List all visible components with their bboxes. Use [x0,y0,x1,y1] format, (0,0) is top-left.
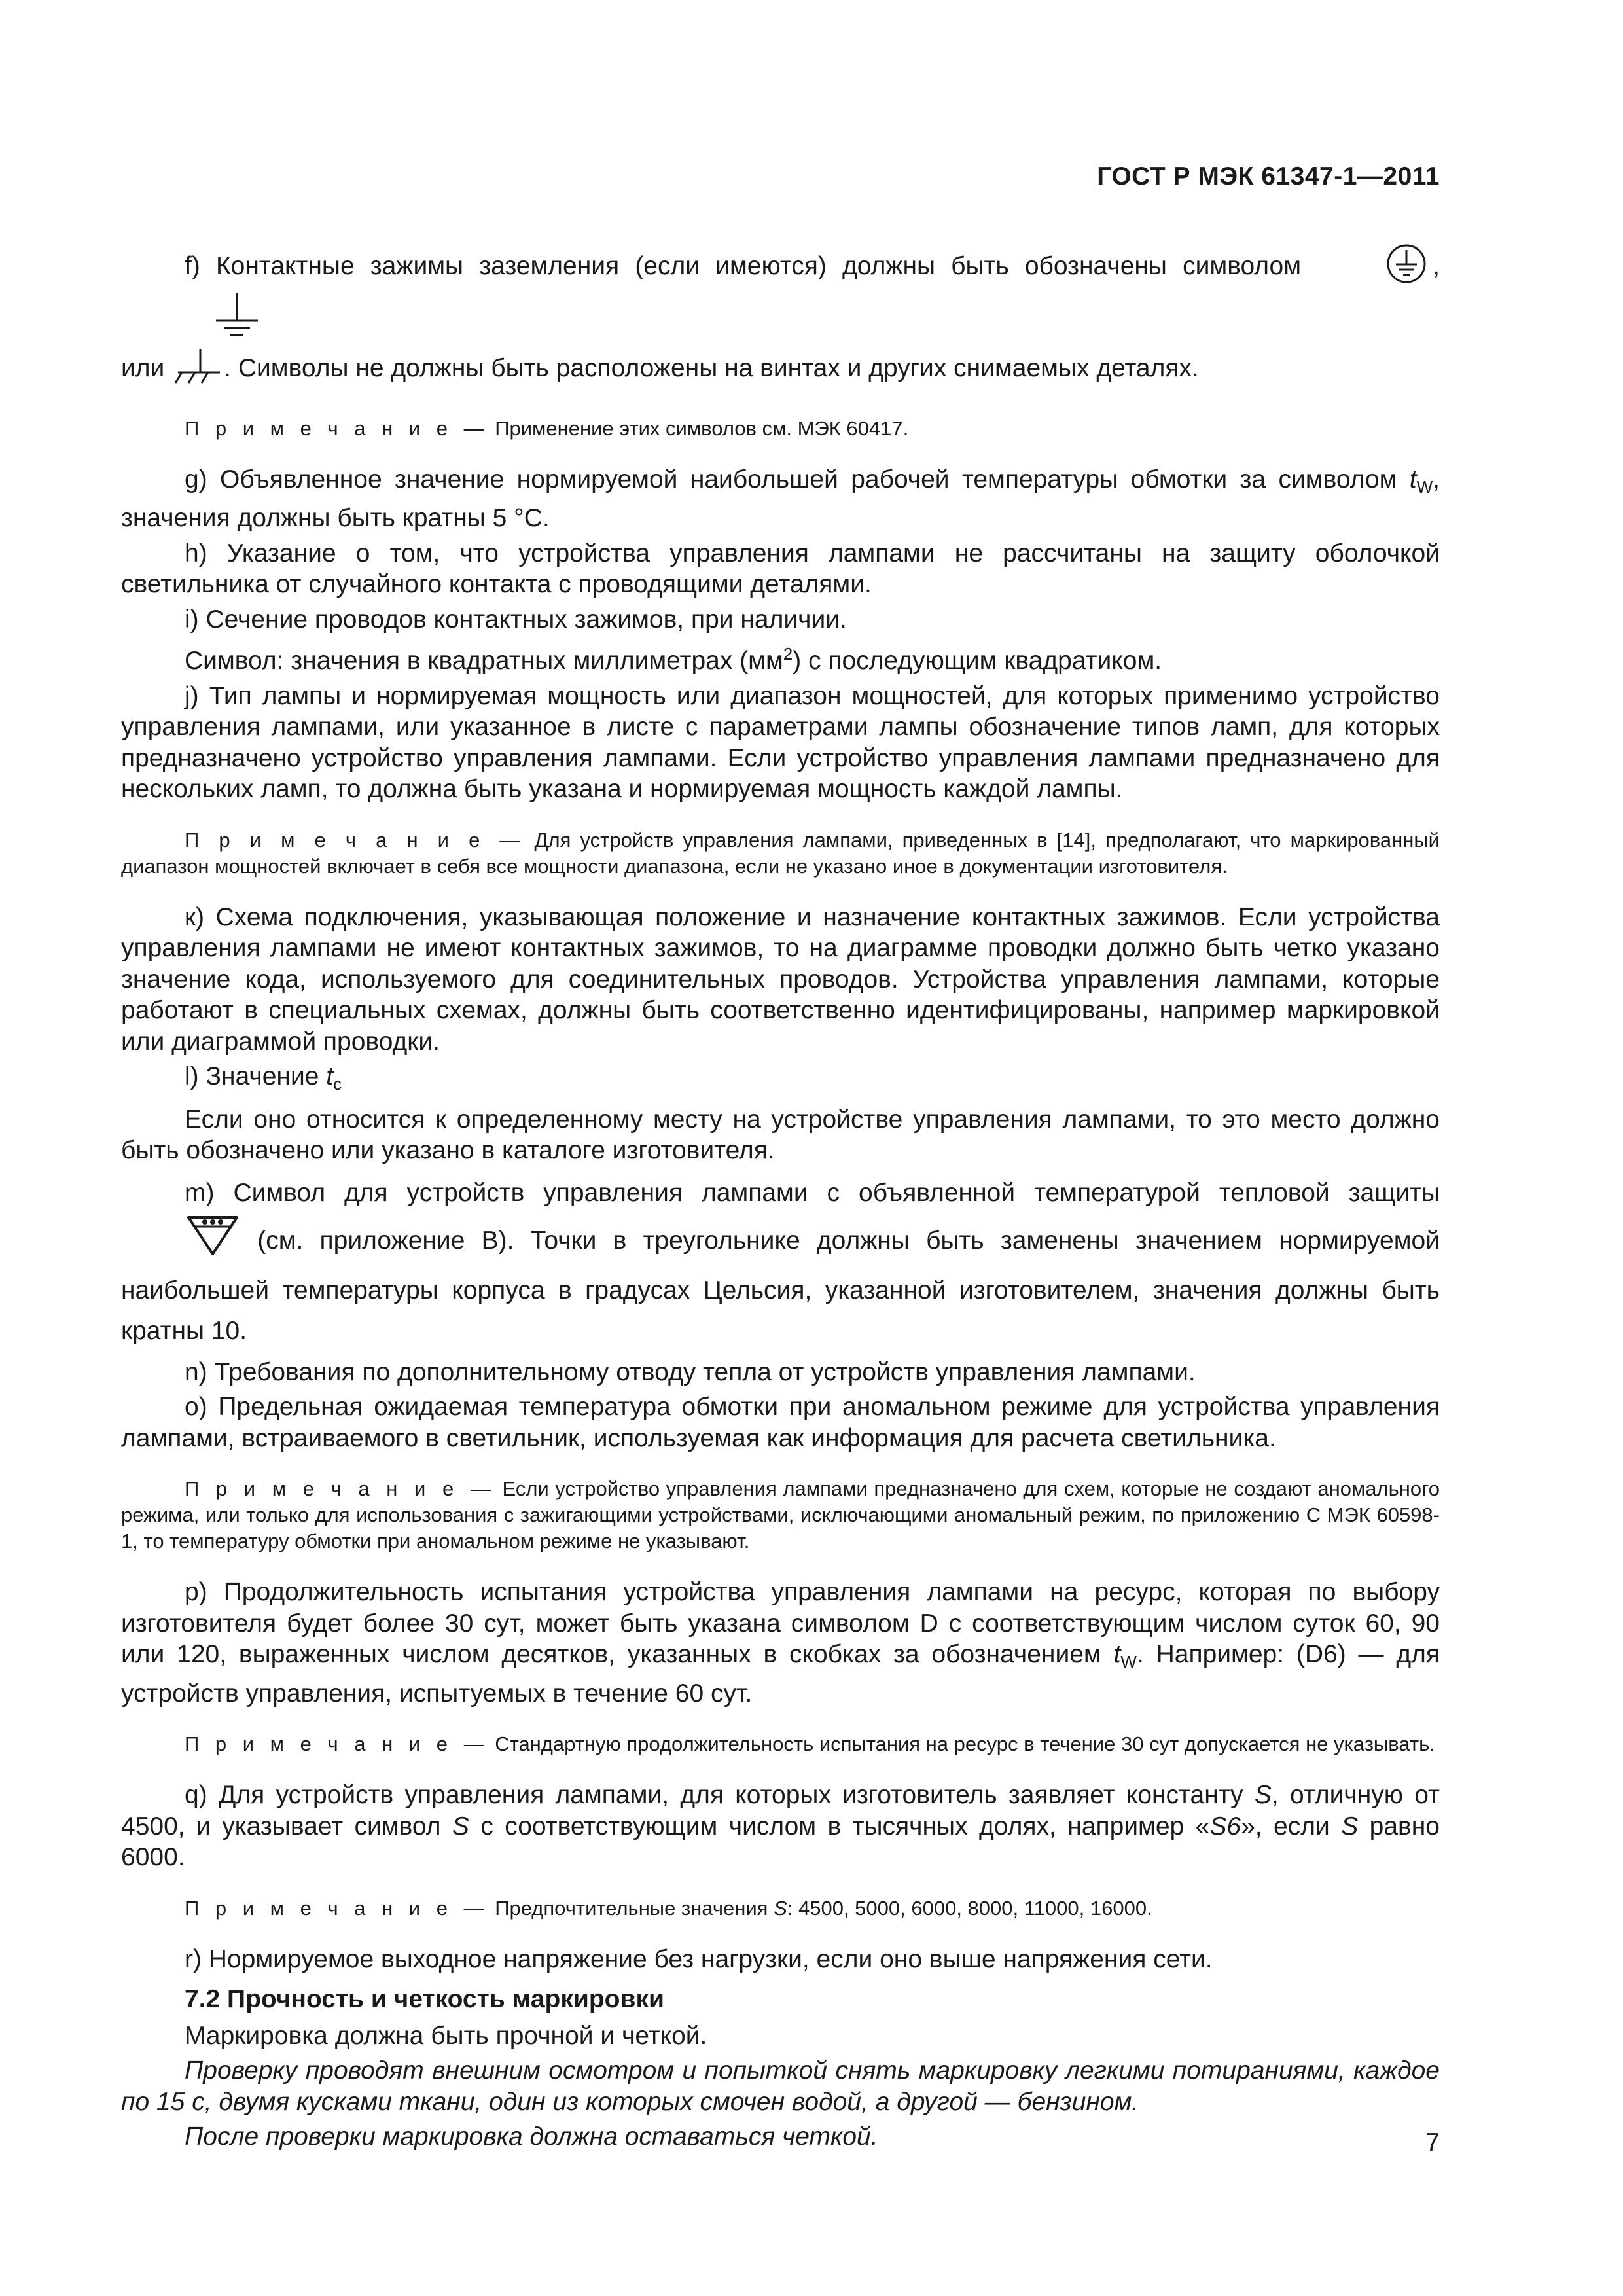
item-i-symbol: Символ: значения в квадратных миллиметрах $(мм^2)$ с последующим квадратиком. [185,644,1162,675]
item-l-continued: Если оно относится к определенному месту на устройстве управления лампами, то это место должно быть обозначено или указано в каталоге изготовителя. [121,1105,1440,1164]
item-h: h) Указание о том, что устройства управления лампами не рассчитаны на защиту оболочкой светильника от случайного контакта с проводящими деталями. [121,539,1440,598]
standard-designation: ГОСТ Р МЭК 61347-1—2011 [1097,162,1440,190]
item-n: n) Требования по дополнительному отводу тепла от устройств управления лампами. [185,1357,1196,1386]
page-number: 7 [1425,2128,1440,2157]
item-f: f) Контактные зажимы заземления (если имеются) должны быть обозначены символом , [121,243,1440,346]
note-2: П р и м е ч а н и е — Для устройств управления лампами, приведенных в [14], предполагают, что маркированный диапазон мощностей включает в себя все мощности диапазона, если не указано иное в документации изготовителя. [121,828,1440,878]
item-r: r) Нормируемое выходное напряжение без нагрузки, если оно выше напряжения сети. [185,1945,1213,1973]
note-5: П р и м е ч а н и е — Предпочтительные значения S: 4500, 5000, 6000, 8000, 11000, 16000. [185,1896,1152,1920]
item-o: o) Предельная ожидаемая температура обмотки при аномальном режиме для устройства управления лампами, встраиваемого в светильник, используемая как информация для расчета светильника. [121,1393,1440,1452]
document-body [121,243,1440,2153]
chassis-frame-icon [171,346,224,393]
section-text-1: Маркировка должна быть прочной и четкой. [185,2021,707,2050]
note-3: П р и м е ч а н и е — Если устройство управления лампами предназначено для схем, которые не создают аномального режима, или только для использования с зажигающими устройствами, исключающими аномальный режим, по приложению С МЭК 60598-1, то температуру обмотки при аномальном режиме не указывают. [121,1477,1440,1552]
note-1: П р и м е ч а н и е — Применение этих символов см. МЭК 60417. [185,416,909,440]
item-g: g) Объявленное значение нормируемой наибольшей рабочей температуры обмотки за символом $t_W$, значения должны быть кратны 5 °С. [121,465,1440,532]
item-m: m) Символ для устройств управления лампами с объявленной температурой тепловой защиты (см. приложение В). Точки в треугольнике должны быть заменены значением нормируемой наибольшей температуры корпуса в градусах Цельсия, указанной изготовителем, значения должны быть кратны 10. [121,1178,1440,1345]
item-q: q) Для устройств управления лампами, для которых изготовитель заявляет константу S, отличную от 4500, и указывает символ S с соответствующим числом в тысячных долях, например «S6», если S равно 6000. [121,1781,1440,1871]
protective-earth-icon [1317,243,1433,292]
section-text-3: После проверки маркировка должна оставаться четкой. [185,2123,878,2151]
section-text-2: Проверку проводят внешним осмотром и попыткой снять маркировку легкими потираниями, каждое по 15 с, двумя кусками ткани, один из которых смочен водой, а другой — бензином. [121,2056,1440,2116]
item-f-continued: или . Символы не должны быть расположены на винтах и других снимаемых деталях. [121,346,1440,393]
item-j: j) Тип лампы и нормируемая мощность или диапазон мощностей, для которых применимо устройство управления лампами, или указанное в листе с параметрами лампы обозначение типов ламп, для которых предназначено устройство управления лампами. Если устройство управления лампами предназначено для нескольких ламп, то должна быть указана и нормируемая мощность каждой лампы. [121,681,1440,803]
note-4: П р и м е ч а н и е — Стандартную продолжительность испытания на ресурс в течение 30 сут допускается не указывать. [185,1732,1435,1755]
section-heading: 7.2 Прочность и четкость маркировки [185,1985,664,2013]
item-k: к) Схема подключения, указывающая положение и назначение контактных зажимов. Если устройства управления лампами не имеют контактных зажимов, то на диаграмме проводки должно быть четко указано значение кода, используемого для соединительных проводов. Устройства управления лампами, которые работают в специальных схемах, должны быть соответственно идентифицированы, например маркировкой или диаграммой проводки. [121,903,1440,1056]
earth-icon [147,292,263,347]
item-l: l) Значение $t_c$ [185,1062,342,1094]
thermal-protection-triangle-icon [121,1213,241,1270]
item-p: р) Продолжительность испытания устройства управления лампами на ресурс, которая по выбору изготовителя будет более 30 сут, может быть указана символом D с соответствующим числом суток 60, 90 или 120, выраженных числом десятков, указанных в скобках за обозначением $t_W$. Например: (D6) — для устройств управления, испытуемых в течение 60 сут. [121,1578,1440,1708]
item-i: i) Сечение проводов контактных зажимов, при наличии. [185,605,847,634]
